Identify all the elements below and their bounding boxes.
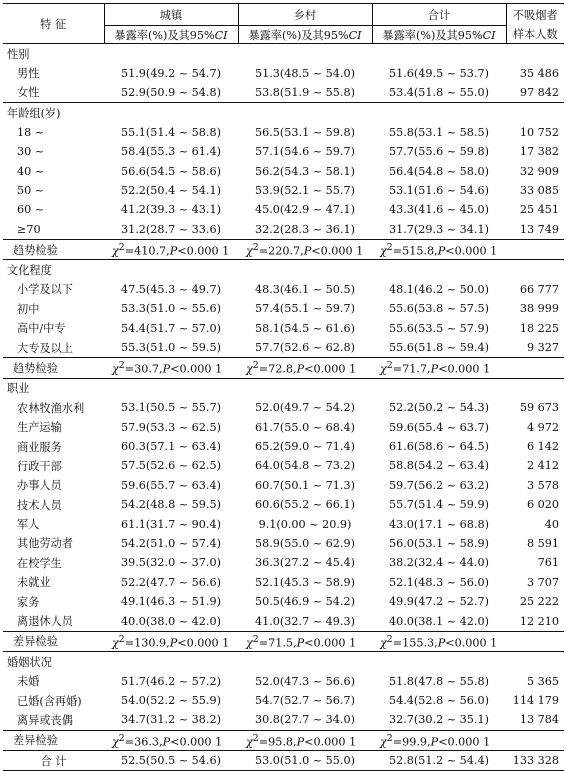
test-label: 趋势检验: [3, 358, 104, 378]
sample-size-cell: 25 451: [519, 203, 559, 217]
header-urban: 城镇: [104, 4, 238, 26]
rural-rate-cell: 61.7(55.0 ~ 68.4): [255, 420, 355, 434]
test-row: [3, 631, 564, 651]
total-rate-cell: 49.9(47.2 ~ 52.7): [389, 595, 489, 609]
table-row: [3, 123, 564, 142]
table-row: [3, 437, 564, 456]
sample-size-cell: 5 365: [526, 674, 559, 688]
test-stat-rural: $\chi^2=220.7,P<0.000$ 1: [238, 239, 372, 259]
test-stat-total: $\chi^2=515.8,P<0.000$ 1: [372, 239, 506, 259]
urban-rate-cell: 55.1(51.4 ~ 58.8): [121, 125, 221, 139]
test-empty-cell: [506, 631, 564, 651]
row-label: 生产运输: [17, 421, 62, 435]
sample-size-cell: 2 412: [526, 459, 559, 473]
sample-size-cell: 10 752: [519, 125, 559, 139]
sample-size-cell: 18 225: [519, 321, 559, 335]
table-row: [3, 63, 564, 82]
row-label: 商业服务: [17, 440, 62, 454]
table-row: [3, 417, 564, 436]
test-stat-urban: $\chi^2=30.7,P<0.000$ 1: [104, 358, 238, 378]
table-row: [3, 161, 564, 180]
rural-rate-cell: 52.1(45.3 ~ 58.9): [255, 575, 355, 589]
test-stat-rural: $\chi^2=72.8,P<0.000$ 1: [238, 358, 372, 378]
table-row: [3, 592, 564, 611]
row-label: 初中: [17, 302, 40, 316]
urban-rate-cell: 51.7(46.2 ~ 57.2): [121, 674, 221, 688]
urban-rate-cell: 52.9(50.9 ~ 54.8): [121, 85, 221, 99]
total-rate-cell: 43.3(41.6 ~ 45.0): [389, 203, 489, 217]
rural-rate-cell: 32.2(28.3 ~ 36.1): [255, 222, 355, 236]
sample-size-cell: 114 179: [512, 694, 559, 708]
section-title: 年龄组(岁): [3, 103, 564, 123]
header-total: 合计: [372, 4, 506, 26]
total-n-cell: 133 328: [506, 751, 564, 771]
urban-rate-cell: 39.5(32.0 ~ 37.0): [121, 556, 221, 570]
table-body: [3, 44, 564, 771]
section-title: 婚姻状况: [3, 652, 564, 672]
sample-size-cell: 6 020: [526, 498, 559, 512]
total-rate-cell: 40.0(38.1 ~ 42.0): [389, 614, 489, 628]
table-row: [3, 573, 564, 592]
total-rate-cell: 55.8(53.1 ~ 58.5): [389, 125, 489, 139]
total-rate-cell: 52.2(50.2 ~ 54.3): [389, 401, 489, 415]
table-row: [3, 299, 564, 318]
total-rate-cell: 56.4(54.8 ~ 58.0): [389, 164, 489, 178]
test-row: [3, 358, 564, 378]
urban-rate-cell: 34.7(31.2 ~ 38.2): [121, 713, 221, 727]
sample-size-cell: 25 222: [519, 595, 559, 609]
row-label: 离异或丧偶: [17, 713, 73, 727]
total-total-cell: 52.8(51.2 ~ 54.4): [372, 751, 506, 771]
urban-rate-cell: 55.3(51.0 ~ 59.5): [121, 341, 221, 355]
sample-size-cell: 33 085: [519, 183, 559, 197]
rural-rate-cell: 54.7(52.7 ~ 56.7): [255, 694, 355, 708]
total-label: 合 计: [3, 751, 104, 771]
total-rate-cell: 58.8(54.2 ~ 63.4): [389, 459, 489, 473]
rural-rate-cell: 58.1(54.5 ~ 61.6): [255, 321, 355, 335]
exposure-rate-table: [3, 3, 564, 771]
row-label: 高中/中专: [17, 322, 66, 336]
table-row: [3, 83, 564, 103]
header-feature: 特 征: [3, 4, 104, 44]
section-header-row: [3, 378, 564, 398]
total-rate-cell: 59.7(56.2 ~ 63.2): [389, 478, 489, 492]
row-label: 其他劳动者: [17, 537, 73, 551]
test-empty-cell: [506, 239, 564, 259]
urban-rate-cell: 54.2(48.8 ~ 59.5): [121, 498, 221, 512]
sample-size-cell: 761: [537, 556, 559, 570]
total-rate-cell: 53.4(51.8 ~ 55.0): [389, 85, 489, 99]
row-label: 在校学生: [17, 556, 62, 570]
rural-rate-cell: 45.0(42.9 ~ 47.1): [255, 203, 355, 217]
rural-rate-cell: 64.0(54.8 ~ 73.2): [255, 459, 355, 473]
section-header-row: [3, 260, 564, 280]
urban-rate-cell: 60.3(57.1 ~ 63.4): [121, 440, 221, 453]
table-row: [3, 338, 564, 358]
sample-size-cell: 12 210: [519, 614, 559, 628]
table-row: [3, 553, 564, 572]
header-total-sub: 暴露率(%)及其95%CI: [372, 26, 506, 44]
total-rate-cell: 55.6(51.8 ~ 59.4): [389, 341, 489, 355]
test-label: 差异检验: [3, 730, 104, 750]
row-label: 未婚: [17, 675, 40, 689]
table-row: [3, 514, 564, 533]
test-row: [3, 239, 564, 259]
header-rural: 乡村: [238, 4, 372, 26]
header-urban-sub: 暴露率(%)及其95%CI: [104, 26, 238, 44]
table-row: [3, 181, 564, 200]
sample-size-cell: 59 673: [519, 401, 559, 415]
row-label: 小学及以下: [17, 283, 73, 297]
urban-rate-cell: 54.2(51.0 ~ 57.4): [121, 536, 221, 550]
test-stat-urban: $\chi^2=410.7,P<0.000$ 1: [104, 239, 238, 259]
urban-rate-cell: 53.3(51.0 ~ 55.6): [121, 302, 221, 316]
test-stat-urban: $\chi^2=36.3,P<0.000$ 1: [104, 730, 238, 750]
row-label: 办事人员: [17, 479, 62, 493]
total-row: [3, 751, 564, 771]
urban-rate-cell: 41.2(39.3 ~ 43.1): [121, 203, 221, 217]
urban-rate-cell: 51.9(49.2 ~ 54.7): [121, 66, 221, 80]
section-title: 职业: [3, 378, 564, 398]
rural-rate-cell: 48.3(46.1 ~ 50.5): [255, 282, 355, 296]
rural-rate-cell: 52.0(47.3 ~ 56.6): [255, 674, 355, 688]
row-label: 农林牧渔水利: [17, 401, 85, 415]
test-stat-total: $\chi^2=155.3,P<0.000$ 1: [372, 631, 506, 651]
test-row: [3, 730, 564, 750]
rural-rate-cell: 51.3(48.5 ~ 54.0): [255, 66, 355, 80]
table-row: [3, 691, 564, 710]
test-empty-cell: [506, 358, 564, 378]
sample-size-cell: 13 749: [519, 222, 559, 236]
sample-size-cell: 97 842: [519, 85, 559, 99]
total-rate-cell: 55.7(51.4 ~ 59.9): [389, 498, 489, 512]
total-rate-cell: 43.0(17.1 ~ 68.8): [389, 517, 489, 531]
total-rate-cell: 51.6(49.5 ~ 53.7): [389, 66, 489, 80]
row-label: 行政干部: [17, 459, 62, 473]
row-label: 离退休人员: [17, 615, 73, 629]
section-header-row: [3, 103, 564, 123]
table-row: [3, 456, 564, 475]
total-rate-cell: 55.6(53.5 ~ 57.9): [389, 321, 489, 335]
row-label: 60 ~: [17, 203, 45, 217]
table-row: [3, 142, 564, 161]
row-label: 女性: [17, 86, 40, 100]
rural-rate-cell: 58.9(55.0 ~ 62.9): [255, 536, 355, 550]
total-rate-cell: 59.6(55.4 ~ 63.7): [389, 420, 489, 434]
rural-rate-cell: 53.8(51.9 ~ 55.8): [255, 85, 355, 99]
sample-size-cell: 32 909: [519, 164, 559, 178]
total-rate-cell: 61.6(58.6 ~ 64.5): [389, 440, 489, 453]
section-title: 性别: [7, 47, 30, 61]
rural-rate-cell: 57.4(55.1 ~ 59.7): [255, 302, 355, 316]
total-rate-cell: 54.4(52.8 ~ 56.0): [389, 694, 489, 708]
sample-size-cell: 66 777: [519, 282, 559, 296]
section-header-row: [3, 652, 564, 672]
test-stat-rural: $\chi^2=71.5,P<0.000$ 1: [238, 631, 372, 651]
urban-rate-cell: 40.0(38.0 ~ 42.0): [121, 614, 221, 628]
test-label: 差异检验: [3, 631, 104, 651]
rural-rate-cell: 57.1(54.6 ~ 59.7): [255, 145, 355, 159]
test-stat-total: $\chi^2=99.9,P<0.000$ 1: [372, 730, 506, 750]
row-label: 30 ~: [17, 145, 45, 159]
test-label: 趋势检验: [3, 239, 104, 259]
rural-rate-cell: 53.9(52.1 ~ 55.7): [255, 183, 355, 197]
total-rate-cell: 32.7(30.2 ~ 35.1): [389, 713, 489, 727]
table-row: [3, 495, 564, 514]
table-row: [3, 476, 564, 495]
total-rate-cell: 48.1(46.2 ~ 50.0): [389, 282, 489, 296]
total-rate-cell: 38.2(32.4 ~ 44.0): [389, 556, 489, 570]
urban-rate-cell: 52.2(47.7 ~ 56.6): [121, 575, 221, 589]
sample-size-cell: 40: [544, 517, 559, 531]
rural-rate-cell: 41.0(32.7 ~ 49.3): [255, 614, 355, 628]
row-label: 已婚(含再婚): [17, 694, 82, 708]
table-row: [3, 280, 564, 299]
test-stat-total: $\chi^2=71.7,P<0.000$ 1: [372, 358, 506, 378]
row-label: 技术人员: [17, 498, 62, 512]
row-label: 家务: [17, 595, 40, 609]
row-label: 大专及以上: [17, 341, 73, 355]
urban-rate-cell: 53.1(50.5 ~ 55.7): [121, 401, 221, 415]
total-rate-cell: 56.0(53.1 ~ 58.9): [389, 536, 489, 550]
urban-rate-cell: 49.1(46.3 ~ 51.9): [121, 595, 221, 609]
table-row: [3, 200, 564, 219]
total-rate-cell: 51.8(47.8 ~ 55.8): [389, 674, 489, 688]
urban-rate-cell: 31.2(28.7 ~ 33.6): [121, 222, 221, 236]
row-label: 男性: [17, 67, 40, 81]
rural-rate-cell: 56.2(54.3 ~ 58.1): [255, 164, 355, 178]
sample-size-cell: 3 707: [526, 575, 559, 589]
rural-rate-cell: 30.8(27.7 ~ 34.0): [255, 713, 355, 727]
total-rate-cell: 31.7(29.3 ~ 34.1): [389, 222, 489, 236]
test-stat-rural: $\chi^2=95.8,P<0.000$ 1: [238, 730, 372, 750]
total-rate-cell: 53.1(51.6 ~ 54.6): [389, 183, 489, 197]
sample-size-cell: 17 382: [519, 145, 559, 159]
urban-rate-cell: 56.6(54.5 ~ 58.6): [121, 164, 221, 178]
rural-rate-cell: 52.0(49.7 ~ 54.2): [255, 401, 355, 415]
urban-rate-cell: 57.5(52.6 ~ 62.5): [121, 459, 221, 473]
total-rate-cell: 55.6(53.8 ~ 57.5): [389, 302, 489, 316]
total-rate-cell: 57.7(55.6 ~ 59.8): [389, 145, 489, 159]
test-stat-urban: $\chi^2=130.9,P<0.000$ 1: [104, 631, 238, 651]
urban-rate-cell: 52.2(50.4 ~ 54.1): [121, 183, 221, 197]
row-label: 军人: [17, 518, 40, 532]
row-label: 未就业: [17, 576, 51, 590]
rural-rate-cell: 36.3(27.2 ~ 45.4): [255, 556, 355, 570]
sample-size-cell: 13 784: [519, 713, 559, 727]
urban-rate-cell: 54.0(52.2 ~ 55.9): [121, 694, 221, 708]
urban-rate-cell: 57.9(53.3 ~ 62.5): [121, 420, 221, 434]
sample-size-cell: 38 999: [519, 302, 559, 316]
header-row-1: [3, 4, 564, 26]
row-label: ≥70: [17, 222, 41, 236]
row-label: 50 ~: [17, 183, 45, 197]
sample-size-cell: 8 591: [526, 536, 559, 550]
total-urban-cell: 52.5(50.5 ~ 54.6): [104, 751, 238, 771]
urban-rate-cell: 54.4(51.7 ~ 57.0): [121, 321, 221, 335]
urban-rate-cell: 59.6(55.7 ~ 63.4): [121, 478, 221, 492]
table-row: [3, 672, 564, 691]
header-rural-sub: 暴露率(%)及其95%CI: [238, 26, 372, 44]
table-row: [3, 710, 564, 730]
rural-rate-cell: 65.2(59.0 ~ 71.4): [255, 440, 355, 453]
rural-rate-cell: 50.5(46.9 ~ 54.2): [255, 595, 355, 609]
sample-size-cell: 3 578: [526, 478, 559, 492]
total-rate-cell: 52.1(48.3 ~ 56.0): [389, 575, 489, 589]
section-header-row: [3, 44, 564, 64]
rural-rate-cell: 60.6(55.2 ~ 66.1): [255, 498, 355, 512]
test-empty-cell: [506, 730, 564, 750]
sample-size-cell: 9 327: [526, 341, 559, 355]
urban-rate-cell: 58.4(55.3 ~ 61.4): [121, 145, 221, 159]
urban-rate-cell: 47.5(45.3 ~ 49.7): [121, 282, 221, 296]
table-row: [3, 220, 564, 240]
header-n-line2: 样本人数: [506, 26, 564, 44]
sample-size-cell: 4 972: [526, 420, 559, 434]
rural-rate-cell: 60.7(50.1 ~ 71.3): [255, 478, 355, 492]
section-title: 文化程度: [3, 260, 564, 280]
sample-size-cell: 35 486: [519, 66, 559, 80]
row-label: 18 ~: [17, 125, 45, 139]
table-row: [3, 398, 564, 417]
table-row: [3, 318, 564, 337]
rural-rate-cell: 9.1(0.00 ~ 20.9): [258, 517, 352, 531]
header-n-line1: 不吸烟者: [506, 4, 564, 26]
table-row: [3, 611, 564, 631]
rural-rate-cell: 56.5(53.1 ~ 59.8): [255, 125, 355, 139]
row-label: 40 ~: [17, 164, 45, 178]
rural-rate-cell: 57.7(52.6 ~ 62.8): [255, 341, 355, 355]
urban-rate-cell: 61.1(31.7 ~ 90.4): [121, 517, 221, 531]
total-rural-cell: 53.0(51.0 ~ 55.0): [238, 751, 372, 771]
sample-size-cell: 6 142: [526, 440, 559, 453]
table-row: [3, 534, 564, 553]
